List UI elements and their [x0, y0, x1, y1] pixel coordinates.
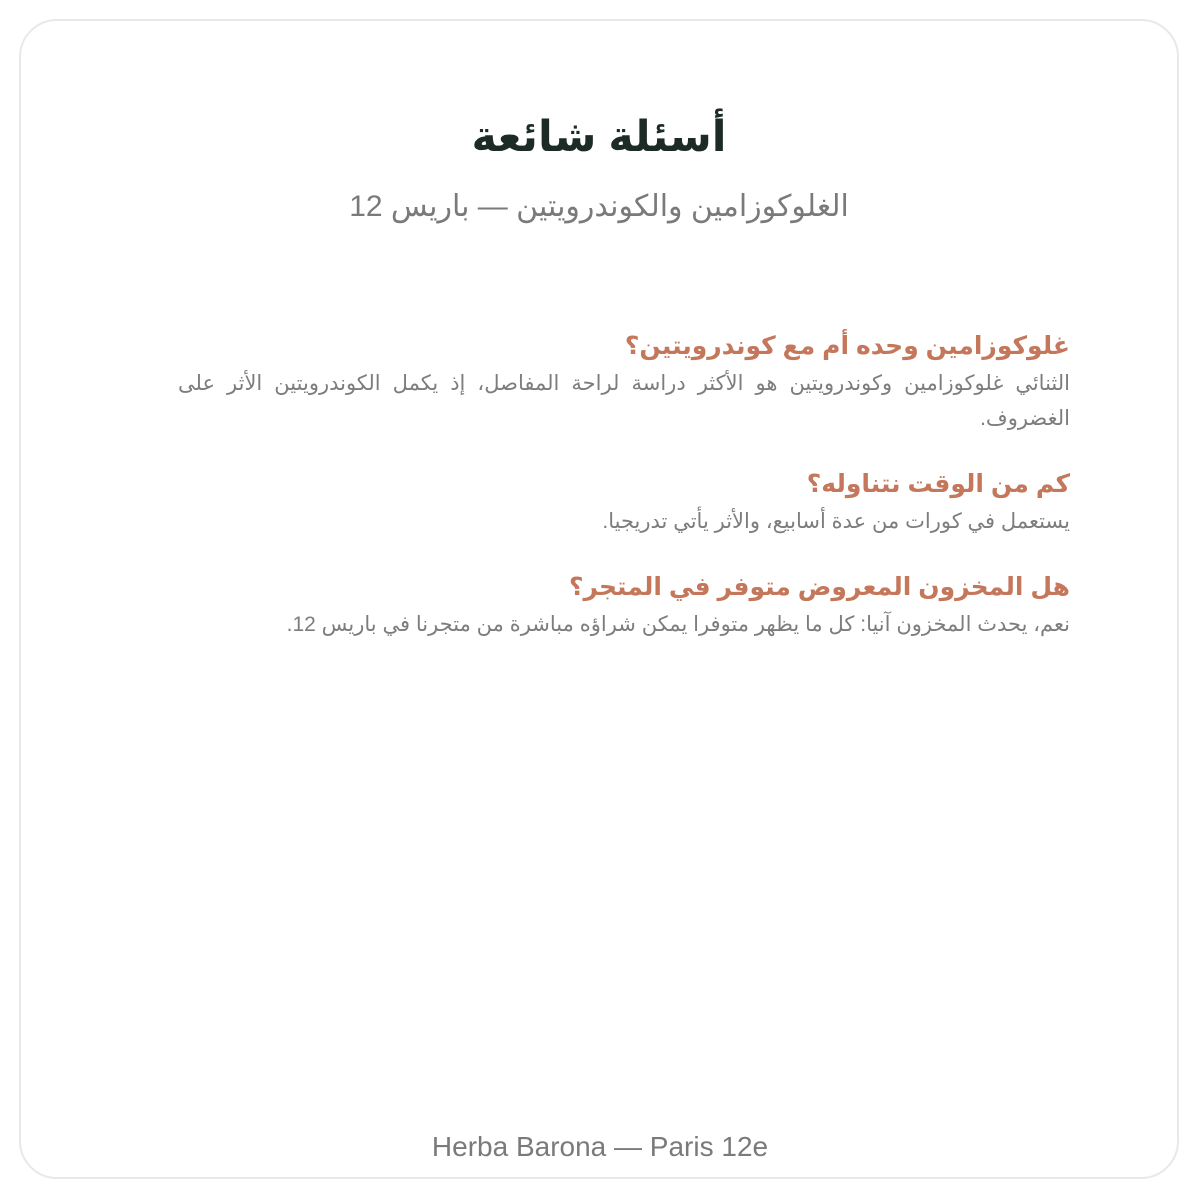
- page-title: أسئلة شائعة: [471, 113, 727, 161]
- footer-brand: Herba Barona — Paris 12e: [431, 1131, 769, 1162]
- faq-answer: الثنائي غلوكوزامين وكوندرويتين هو الأكثر دراسة لراحة المفاصل، إذ يكمل الكوندرويتين الأثر على الغضروف.: [178, 372, 1070, 430]
- faq-answer: يستعمل في كورات من عدة أسابيع، والأثر يأتي تدريجيا.: [602, 510, 1070, 533]
- faq-list: [178, 328, 1070, 672]
- faq-item: [178, 466, 1070, 539]
- page-subtitle: الغلوكوزامين والكوندرويتين — باريس 12: [349, 190, 849, 223]
- faq-question: غلوكوزامين وحده أم مع كوندرويتين؟: [624, 332, 1070, 360]
- faq-item: [178, 569, 1070, 642]
- faq-answer: نعم، يحدث المخزون آنيا: كل ما يظهر متوفرا يمكن شراؤه مباشرة من متجرنا في باريس 12.: [286, 613, 1070, 636]
- faq-question: هل المخزون المعروض متوفر في المتجر؟: [568, 573, 1070, 601]
- faq-question: كم من الوقت نتناوله؟: [806, 470, 1070, 498]
- faq-item: [178, 328, 1070, 436]
